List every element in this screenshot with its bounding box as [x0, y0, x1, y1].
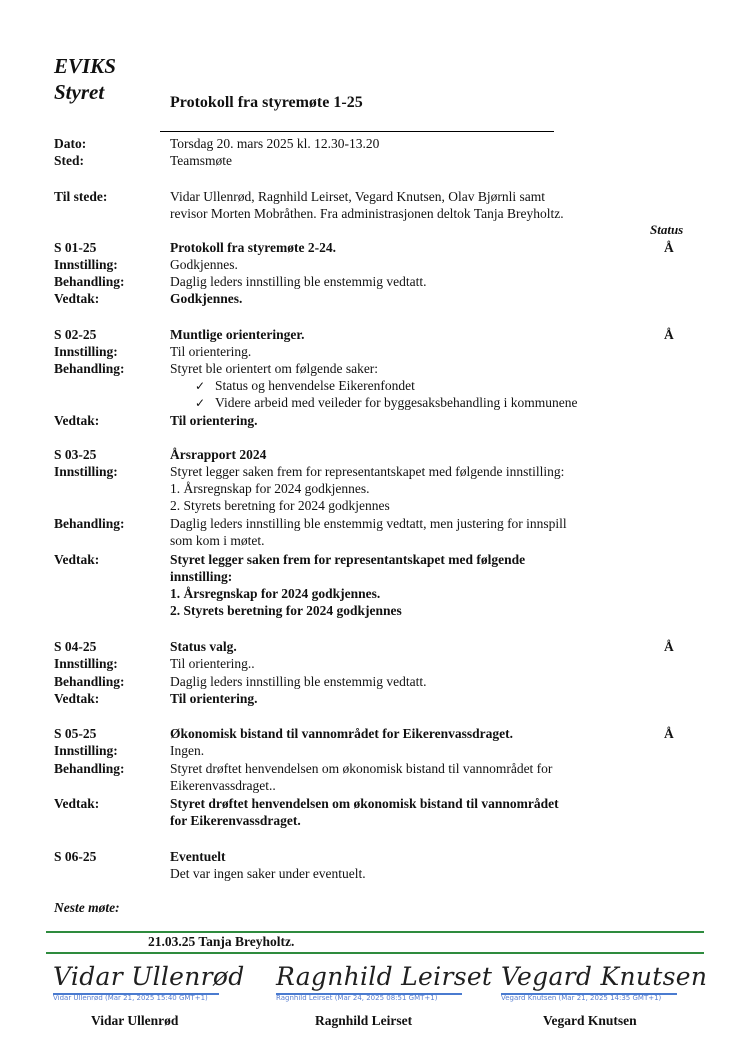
case-status: Å — [664, 639, 674, 654]
case-title: Eventuelt — [170, 849, 226, 864]
signatory-name: Ragnhild Leirset — [315, 1013, 413, 1028]
footer-date-author: 21.03.25 Tanja Breyholtz. — [148, 934, 295, 949]
innstilling-label: Innstilling: — [54, 464, 118, 479]
signature-meta: Vegard Knutsen (Mar 21, 2025 14:35 GMT+1) — [501, 994, 662, 1002]
case-s02-behandling — [54, 360, 694, 377]
innstilling-text: 2. Styrets beretning for 2024 godkjennes — [170, 498, 390, 513]
present-line-1: Vidar Ullenrød, Ragnhild Leirset, Vegard Knutsen, Olav Bjørnli samt — [170, 189, 545, 204]
case-title: Økonomisk bistand til vannområdet for Eikerenvassdraget. — [170, 726, 514, 741]
signature-block — [53, 962, 245, 1006]
vedtak-text: Styret legger saken frem for representantskapet med følgende — [170, 552, 526, 567]
case-s04-vedtak — [54, 690, 694, 707]
behandling-text: Eikerenvassdraget.. — [170, 778, 276, 793]
status-column-header: Status — [650, 222, 684, 237]
behandling-text: Daglig leders innstilling ble enstemmig vedtatt. — [170, 274, 427, 289]
case-s05-behandling-2 — [54, 777, 694, 794]
innstilling-text: 1. Årsregnskap for 2024 godkjennes. — [170, 481, 370, 496]
case-status: Å — [664, 240, 674, 255]
vedtak-label: Vedtak: — [54, 413, 100, 428]
org-name: EVIKS — [54, 54, 116, 78]
case-s01-innstilling — [54, 256, 694, 273]
case-s05-header — [54, 725, 694, 742]
behandling-label: Behandling: — [54, 761, 125, 776]
case-text: Det var ingen saker under eventuelt. — [170, 866, 366, 881]
footer-rule-bottom — [46, 952, 704, 954]
title-divider — [160, 131, 554, 132]
case-s03-header — [54, 446, 694, 463]
innstilling-label: Innstilling: — [54, 344, 118, 359]
case-s05-innstilling — [54, 742, 694, 759]
case-s03-innstilling-3 — [54, 497, 694, 514]
case-s02-vedtak — [54, 412, 694, 429]
vedtak-text: for Eikerenvassdraget. — [170, 813, 301, 828]
behandling-label: Behandling: — [54, 516, 125, 531]
signature-script: Vidar Ullenrød — [53, 962, 245, 991]
vedtak-text: innstilling: — [170, 569, 233, 584]
case-id: S 02-25 — [54, 327, 97, 342]
case-id: S 03-25 — [54, 447, 97, 462]
case-s03-behandling — [54, 515, 694, 532]
case-status: Å — [664, 726, 674, 741]
innstilling-text: Til orientering. — [170, 344, 252, 359]
case-title: Muntlige orienteringer. — [170, 327, 305, 342]
behandling-label: Behandling: — [54, 274, 125, 289]
case-title: Status valg. — [170, 639, 237, 654]
case-s03-vedtak-3 — [54, 585, 694, 602]
case-s01-header — [54, 239, 694, 256]
case-s01-vedtak — [54, 290, 694, 307]
signature-block — [276, 962, 493, 1006]
case-title: Protokoll fra styremøte 2-24. — [170, 240, 336, 255]
case-title: Årsrapport 2024 — [170, 447, 267, 462]
present-row-2 — [54, 205, 694, 222]
case-s06-header — [54, 848, 694, 865]
innstilling-text: Godkjennes. — [170, 257, 238, 272]
behandling-text: Daglig leders innstilling ble enstemmig vedtatt. — [170, 674, 427, 689]
case-s03-innstilling — [54, 463, 694, 480]
date-label: Dato: — [54, 136, 87, 151]
case-s01-behandling — [54, 273, 694, 290]
vedtak-text: 1. Årsregnskap for 2024 godkjennes. — [170, 586, 381, 601]
date-row — [54, 135, 694, 152]
place-label: Sted: — [54, 153, 84, 168]
vedtak-text: Styret drøftet henvendelsen om økonomisk bistand til vannområdet — [170, 796, 559, 811]
vedtak-text: Godkjennes. — [170, 291, 243, 306]
case-s02-header — [54, 326, 694, 343]
signature-meta: Ragnhild Leirset (Mar 24, 2025 08:51 GMT+1) — [276, 994, 438, 1002]
place-value: Teamsmøte — [170, 153, 233, 168]
case-s02-innstilling — [54, 343, 694, 360]
case-id: S 01-25 — [54, 240, 97, 255]
next-meeting-label: Neste møte: — [54, 900, 120, 915]
case-s03-vedtak-4 — [54, 602, 694, 619]
present-row — [54, 188, 694, 205]
innstilling-text: Til orientering.. — [170, 656, 255, 671]
case-id: S 05-25 — [54, 726, 97, 741]
behandling-label: Behandling: — [54, 674, 125, 689]
innstilling-text: Ingen. — [170, 743, 205, 758]
behandling-label: Behandling: — [54, 361, 125, 376]
signatory-name: Vidar Ullenrød — [91, 1013, 179, 1028]
signature-script: Vegard Knutsen — [501, 962, 708, 991]
signature-meta: Vidar Ullenrød (Mar 21, 2025 15:40 GMT+1) — [53, 994, 208, 1002]
case-status: Å — [664, 327, 674, 342]
case-id: S 04-25 — [54, 639, 97, 654]
case-s06-text-row — [54, 865, 694, 882]
vedtak-label: Vedtak: — [54, 291, 100, 306]
case-s05-vedtak-2 — [54, 812, 694, 829]
case-s03-behandling-2 — [54, 532, 694, 549]
document-title: Protokoll fra styremøte 1-25 — [170, 94, 363, 111]
innstilling-text: Styret legger saken frem for representantskapet med følgende innstilling: — [170, 464, 565, 479]
behandling-text: Styret ble orientert om følgende saker: — [170, 361, 379, 376]
present-label: Til stede: — [54, 189, 108, 204]
vedtak-label: Vedtak: — [54, 552, 100, 567]
present-line-2: revisor Morten Mobråthen. Fra administrasjonen deltok Tanja Breyholtz. — [170, 206, 564, 221]
place-row — [54, 152, 694, 169]
checked-item: ✓ Videre arbeid med veileder for byggesaksbehandling i kommunene — [195, 394, 577, 412]
behandling-text: som kom i møtet. — [170, 533, 265, 548]
signature-block — [501, 962, 708, 1006]
vedtak-label: Vedtak: — [54, 796, 100, 811]
innstilling-label: Innstilling: — [54, 656, 118, 671]
footer-rule-top — [46, 931, 704, 933]
signatory-name: Vegard Knutsen — [543, 1013, 637, 1028]
vedtak-text: Til orientering. — [170, 413, 258, 428]
case-s03-innstilling-2 — [54, 480, 694, 497]
case-s03-vedtak-2 — [54, 568, 694, 585]
case-s05-behandling — [54, 760, 694, 777]
case-s03-vedtak — [54, 551, 694, 568]
checked-item: ✓ Status og henvendelse Eikerenfondet — [195, 377, 415, 395]
signature-script: Ragnhild Leirset — [276, 962, 493, 991]
innstilling-label: Innstilling: — [54, 743, 118, 758]
behandling-text: Daglig leders innstilling ble enstemmig vedtatt, men justering for innspill — [170, 516, 567, 531]
list-item — [54, 394, 694, 411]
date-value: Torsdag 20. mars 2025 kl. 12.30-13.20 — [170, 136, 380, 151]
case-s04-behandling — [54, 673, 694, 690]
innstilling-label: Innstilling: — [54, 257, 118, 272]
behandling-text: Styret drøftet henvendelsen om økonomisk bistand til vannområdet for — [170, 761, 553, 776]
case-s05-vedtak — [54, 795, 694, 812]
vedtak-text: Til orientering. — [170, 691, 258, 706]
case-s04-innstilling — [54, 655, 694, 672]
vedtak-label: Vedtak: — [54, 691, 100, 706]
case-id: S 06-25 — [54, 849, 97, 864]
list-item — [54, 377, 694, 394]
org-unit: Styret — [54, 80, 105, 104]
case-s04-header — [54, 638, 694, 655]
vedtak-text: 2. Styrets beretning for 2024 godkjennes — [170, 603, 402, 618]
